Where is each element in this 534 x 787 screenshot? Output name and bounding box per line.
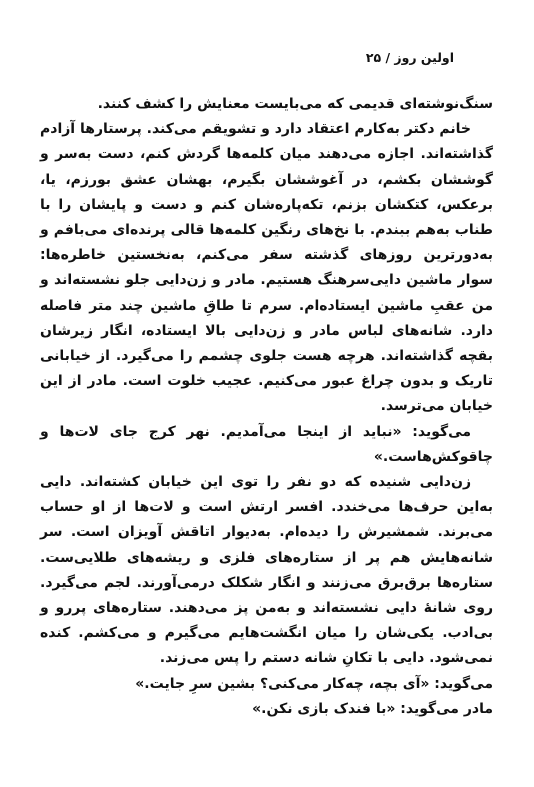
paragraph: سنگ‌نوشته‌ای قدیمی که می‌بایست معنایش را کشف کنند. bbox=[97, 96, 493, 112]
dialogue-line: مادر می‌گوید: «با فندک بازی نکن.» bbox=[252, 700, 493, 717]
paragraph: خانم دکتر به‌کارم اعتقاد دارد و تشویقم می‌کند. پرستارها آزادم گذاشته‌اند. اجازه می‌دهند میان کلمه‌ها گردش کنم، دست به‌سر و گوششان بکشم، در آغوششان بگیرم، بهشان عشق بورزم، یا، برعکس، کتکشان بزنم، تکه‌پاره‌شان کنم و دست و پایشان را با طناب به‌هم ببندم. با نخ‌های رنگین کلمه‌ها قالی پرنده‌ای می‌بافم و به‌دورترین روزهای گذشته سفر می‌کنم، به‌نخستین خاطره‌ها: سوار ماشین دایی‌سرهنگ هستیم. مادر و زن‌دایی جلو نشسته‌اند و من عقبِ ماشین ایستاده‌ام. سرم تا طاقِ ماشین چند متر فاصله دارد. شانه‌های لباس مادر و زن‌دایی بالا ایستاده، انگار زیرشان بقچه گذاشته‌اند. هرچه هست جلوی چشمم را می‌گیرد. از خیابانی تاریک و بدون چراغ عبور می‌کنیم. عجیب خلوت است. مادر از این خیابان می‌ترسد. bbox=[40, 121, 493, 415]
dialogue-line: می‌گوید: «آی بچه، چه‌کار می‌کنی؟ بشین سرِ جایت.» bbox=[135, 675, 493, 692]
paragraph: می‌گوید: «نباید از اینجا می‌آمدیم. نهر کرج جای لات‌ها و چاقوکش‌هاست.» bbox=[40, 423, 493, 465]
body-text bbox=[40, 92, 493, 722]
running-header: اولین روز / ۲۵ bbox=[365, 50, 454, 65]
paragraph: زن‌دایی شنیده که دو نفر را توی این خیابان کشته‌اند. دایی به‌این حرف‌ها می‌خندد. افسر ارتش است و لات‌ها از او حساب می‌برند. شمشیرش را دیده‌ام. به‌دیوار اتاقش آویزان است. سر شانه‌هایش هم پر از ستاره‌های فلزی و ریشه‌های طلایی‌ست. ستاره‌ها برق‌برق می‌زنند و انگار شکلک درمی‌آورند. لجم می‌گیرد. روی شانهٔ دایی نشسته‌اند و به‌من پز می‌دهند. ستاره‌های پررو و بی‌ادب. یکی‌شان را میان انگشت‌هایم می‌گیرم و می‌کشم. کنده نمی‌شود. دایی با تکانِ شانه دستم را پس می‌زند. bbox=[40, 474, 493, 667]
